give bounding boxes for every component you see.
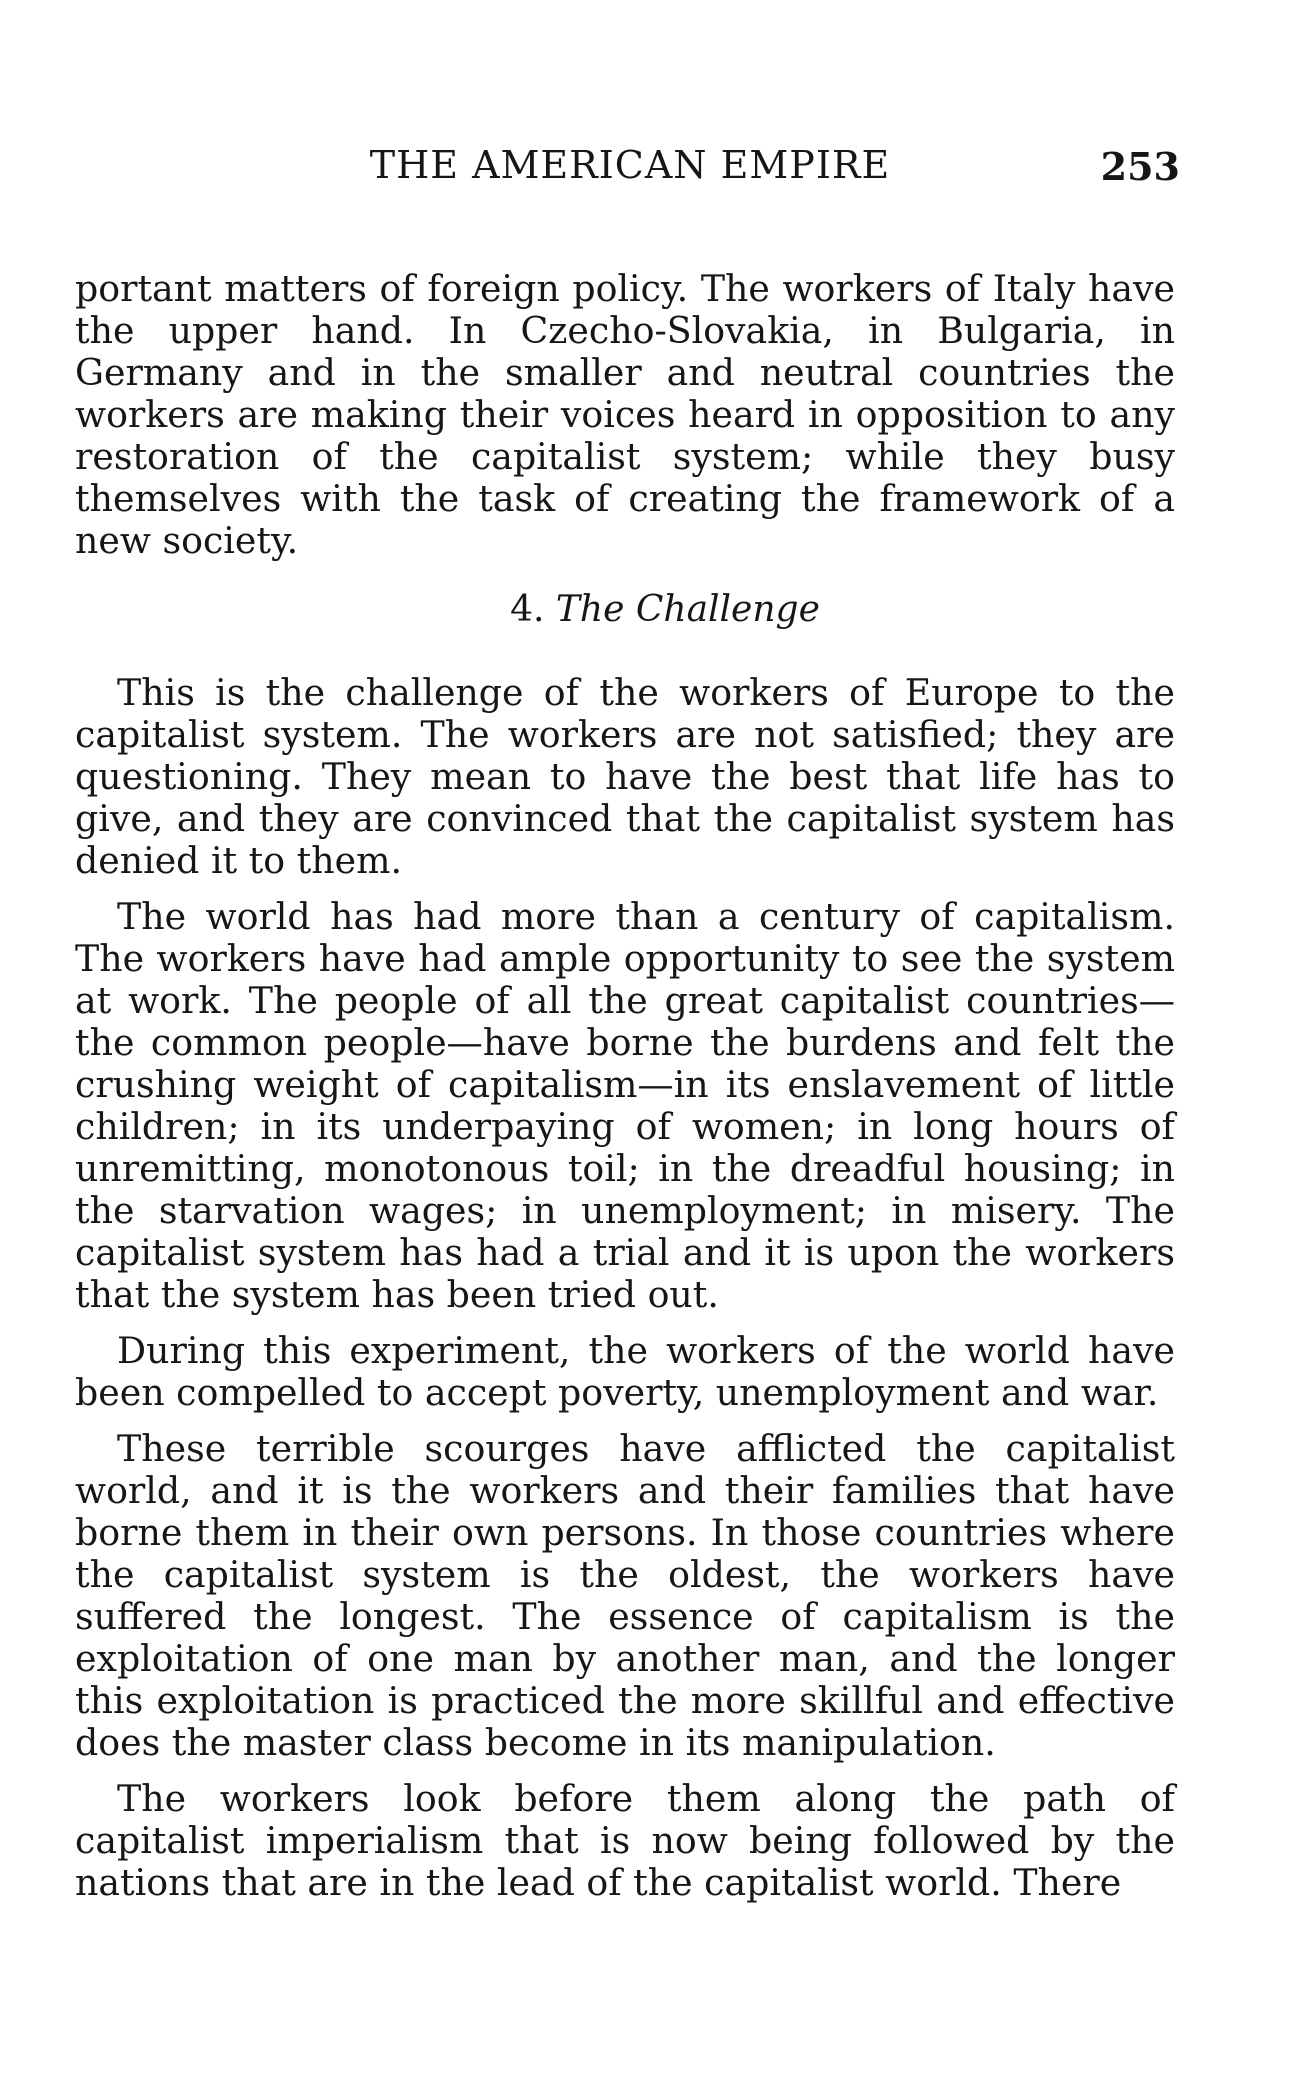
paragraph: This is the challenge of the workers of Europe to the capitalist system. The workers are not satisfied; they are questioning. They mean to have the best that life has to give, and they are convinced that the capitalist system has denied it to them. bbox=[75, 671, 1175, 882]
section-number: 4. bbox=[510, 589, 545, 630]
paragraph: The workers look before them along the path of capitalist imperialism that is now being followed by the nations that are in the lead of the capitalist world. There bbox=[75, 1777, 1175, 1904]
paragraph: The world has had more than a century of capitalism. The workers have had ample opportunity to see the system at work. The people of all the great capitalist countries—the common people—have borne the burdens and felt the crushing weight of capitalism—in its enslavement of little children; in its underpaying of women; in long hours of unremitting, monotonous toil; in the dreadful housing; in the starvation wages; in unemployment; in misery. The capitalist system has had a trial and it is upon the workers that the system has been tried out. bbox=[75, 895, 1175, 1316]
paragraph: These terrible scourges have afflicted the capitalist world, and it is the workers and their families that have borne them in their own persons. In those countries where the capitalist system is the oldest, the workers have suffered the longest. The essence of capitalism is the exploitation of one man by another man, and the longer this exploitation is practiced the more skillful and effective does the master class become in its manipulation. bbox=[75, 1427, 1175, 1764]
running-header bbox=[80, 140, 1180, 190]
body-text bbox=[75, 268, 1175, 1904]
running-title: THE AMERICAN EMPIRE bbox=[369, 143, 891, 187]
paragraph: During this experiment, the workers of the world have been compelled to accept poverty, unemployment and war. bbox=[75, 1329, 1175, 1414]
section-heading bbox=[75, 588, 1175, 632]
page-number: 253 bbox=[1100, 144, 1180, 189]
paragraph-continued: portant matters of foreign policy. The workers of Italy have the upper hand. In Czecho-Slovakia, in Bulgaria, in Germany and in the smaller and neutral countries the workers are making their voices heard in opposition to any restoration of the capitalist system; while they busy themselves with the task of creating the framework of a new society. bbox=[75, 267, 1175, 562]
section-title: The Challenge bbox=[555, 589, 820, 630]
